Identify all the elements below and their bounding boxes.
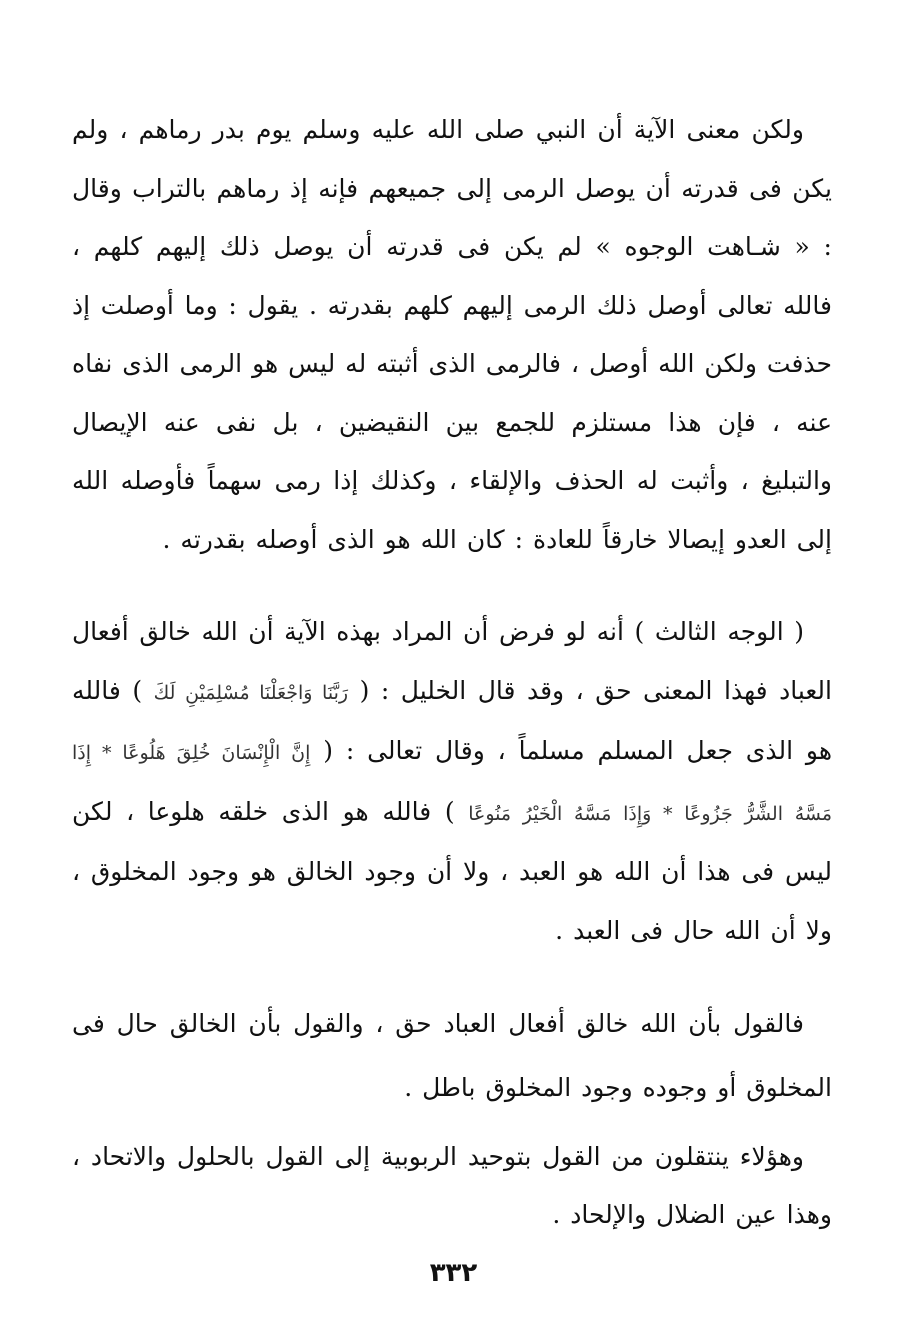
paragraph-3	[72, 992, 832, 1120]
paragraph-2	[72, 603, 832, 960]
paragraph-2-part-1: ( الوجه الثالث ) أنه لو فرض أن المراد بهذه الآية أن الله خالق أفعال العباد فهذا المعنى حق ، وقد قال الخليل : (	[72, 617, 832, 705]
page-number: ٣٣٢	[429, 1258, 478, 1288]
paragraph-3-text: فالقول بأن الله خالق أفعال العباد حق ، والقول بأن الخالق حال فى المخلوق أو وجوده وجود المخلوق باطل .	[72, 1009, 832, 1102]
paragraph-2-part-3: ) فالله هو الذى خلقه هلوعا ، لكن ليس فى هذا أن الله هو العبد ، ولا أن وجود الخالق هو وجود المخلوق ، ولا أن الله حال فى العبد .	[72, 796, 832, 945]
quran-verse-2: إِنَّ الْإِنْسَانَ خُلِقَ هَلُوعًا * إِذَا مَسَّهُ الشَّرُّ جَزُوعًا * وَإِذَا مَسَّهُ الْخَيْرُ مَنُوعًا	[72, 742, 833, 825]
paragraph-2-part-2: ) فالله هو الذى جعل المسلم مسلماً ، وقال تعالى : (	[72, 675, 833, 765]
paragraph-4-text: وهؤلاء ينتقلون من القول بتوحيد الربوبية إلى القول بالحلول والاتحاد ، وهذا عين الضلال والإلحاد .	[72, 1142, 832, 1229]
paragraph-1	[72, 101, 832, 569]
paragraph-2-text	[72, 603, 832, 960]
quran-verse-1: رَبَّنَا وَاجْعَلْنَا مُسْلِمَيْنِ لَكَ	[153, 681, 349, 704]
paragraph-1-text: ولكن معنى الآية أن النبي صلى الله عليه وسلم يوم بدر رماهم ، ولم يكن فى قدرته أن يوصل الرمى إلى جميعهم فإنه إذ رماهم بالتراب وقال : « شـاهت الوجوه » لم يكن فى قدرته أن يوصل ذلك إليهم كلهم ، فالله تعالى أوصل ذلك الرمى إليهم كلهم بقدرته . يقول : وما أوصلت إذ حذفت ولكن الله أوصل ، فالرمى الذى أثبته له ليس هو الرمى الذى نفاه عنه ، فإن هذا مستلزم للجمع بين النقيضين ، بل نفى عنه الإيصال والتبليغ ، وأثبت له الحذف والإلقاء ، وكذلك إذا رمى سهماً فأوصله الله إلى العدو إيصالا خارقاً للعادة : كان الله هو الذى أوصله بقدرته .	[72, 115, 832, 554]
paragraph-4	[72, 1128, 832, 1244]
